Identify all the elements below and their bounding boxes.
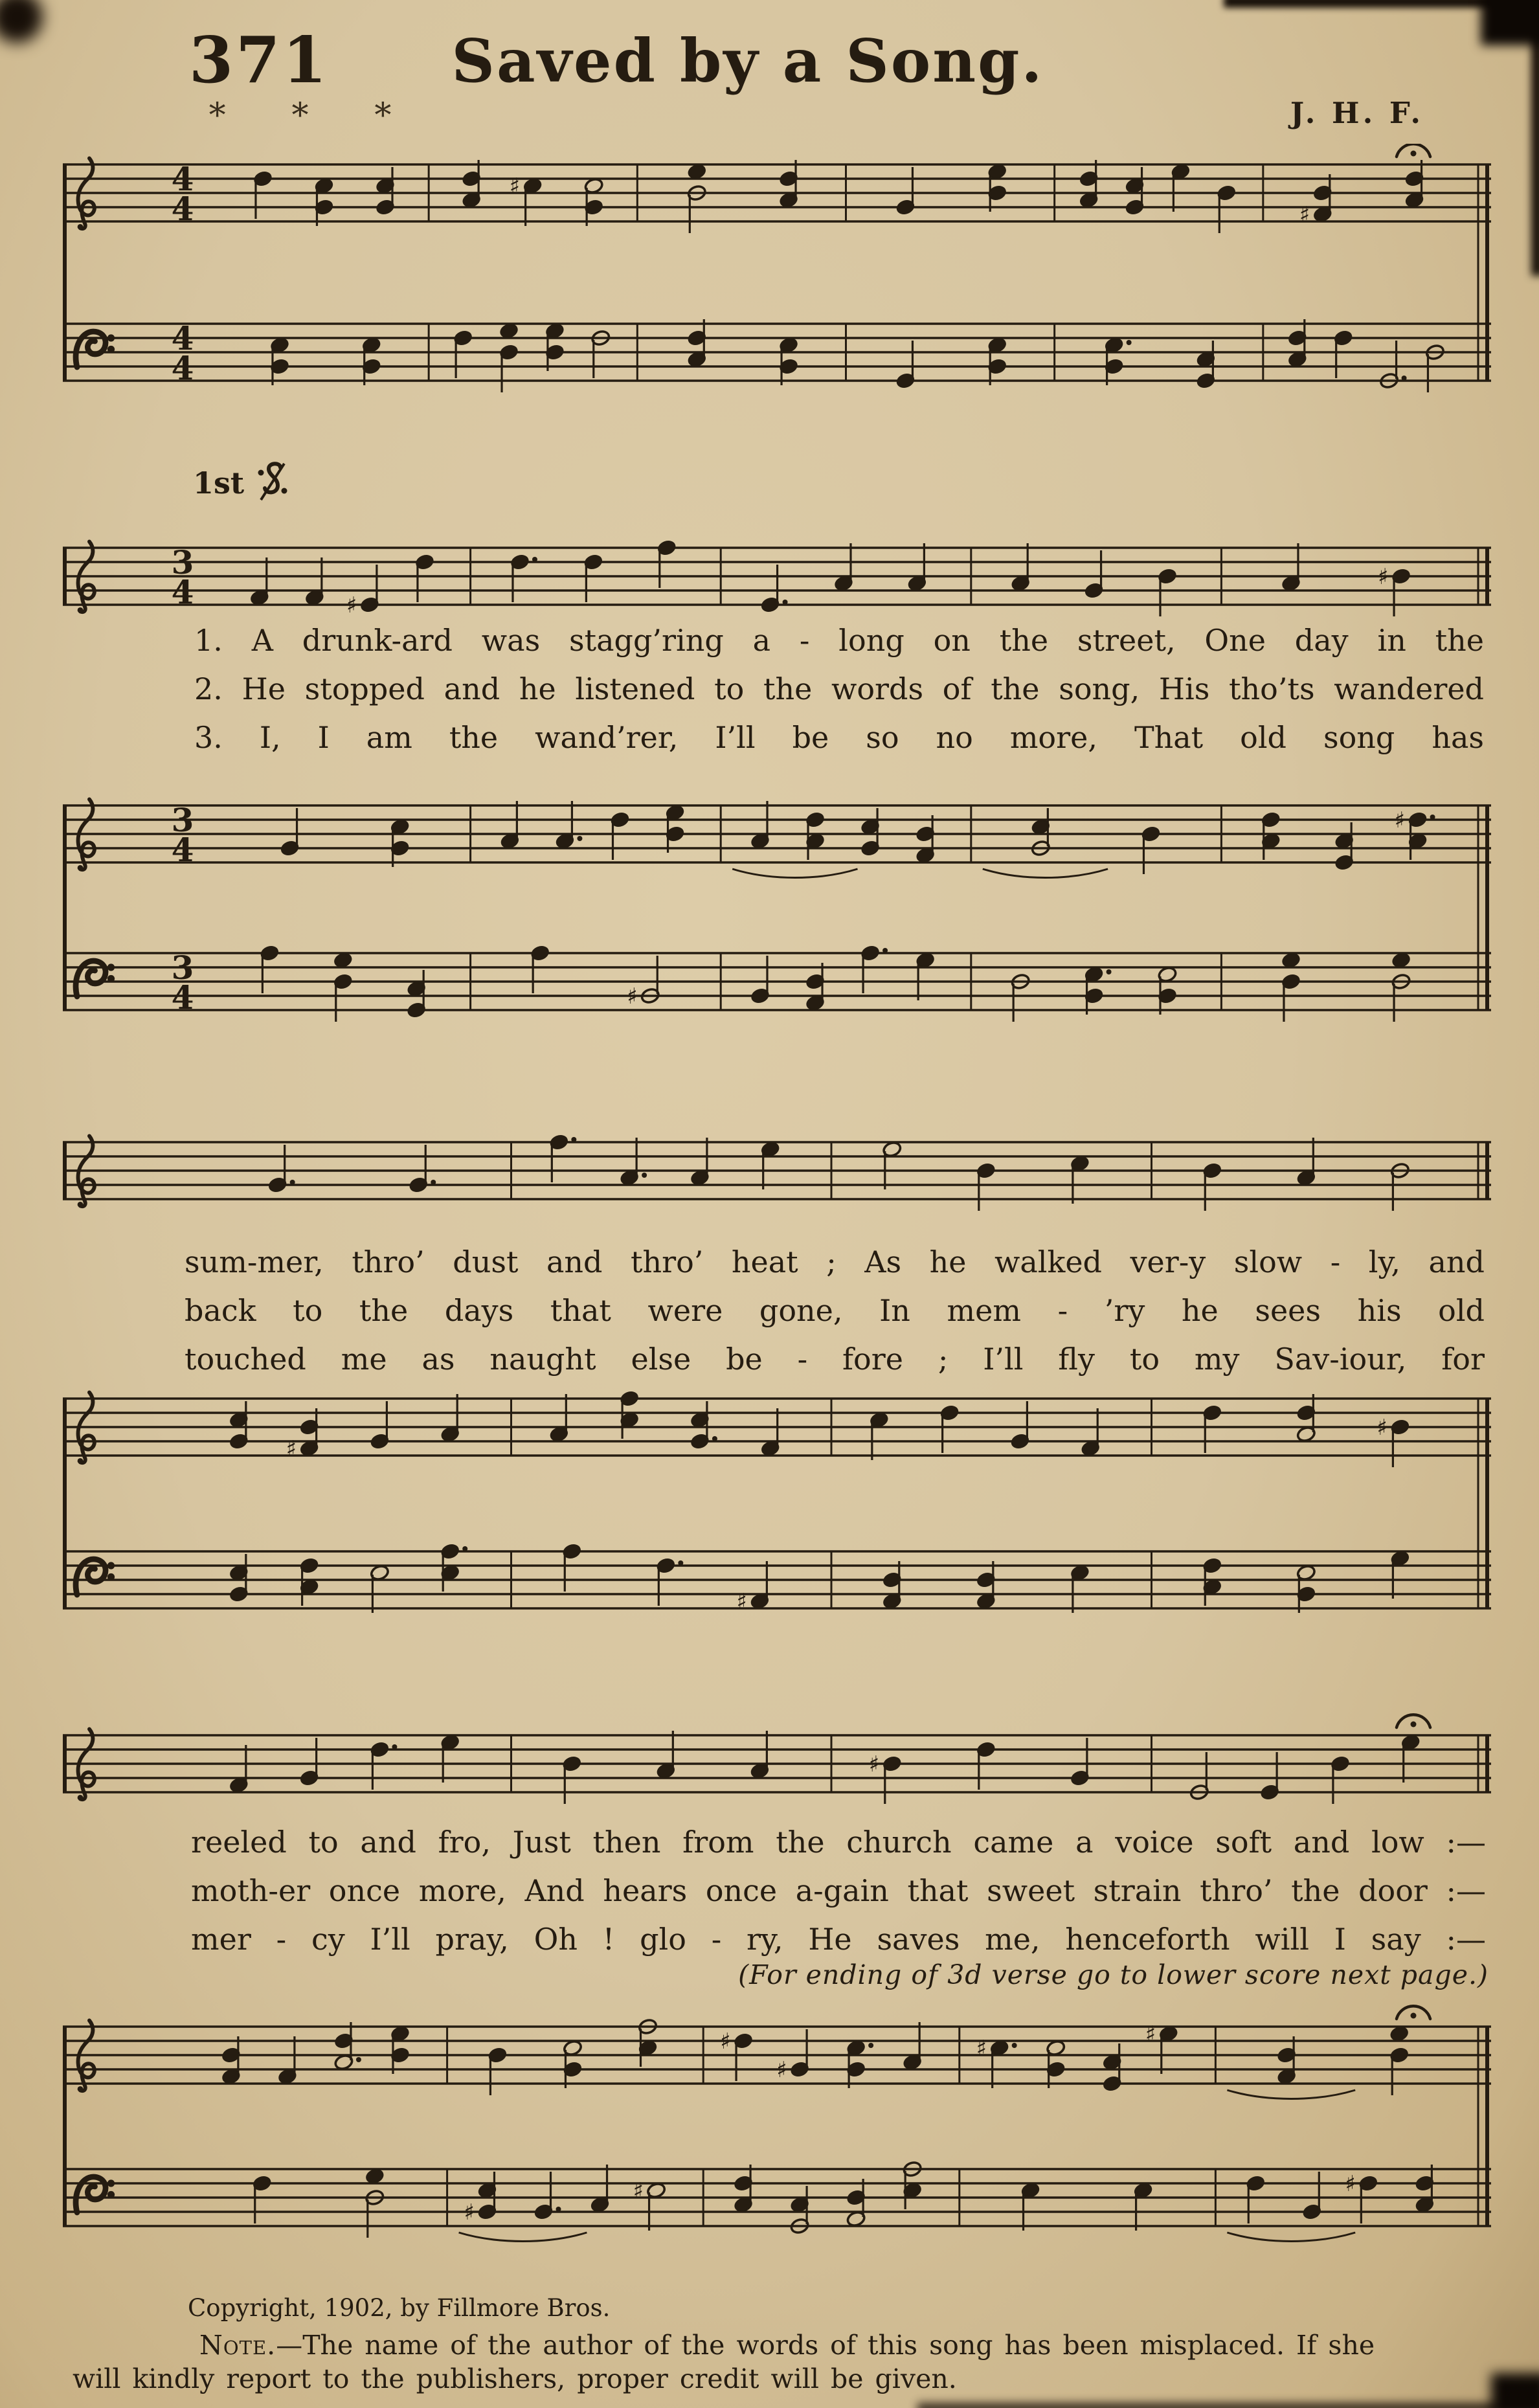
svg-text:♯: ♯ — [720, 2029, 731, 2054]
svg-text:♯: ♯ — [633, 2178, 644, 2204]
verse-line: 3. I, I am the wand’rer, I’ll be so no more, That old song has — [194, 720, 1484, 755]
svg-text:3: 3 — [171, 543, 194, 581]
svg-text:♯: ♯ — [1345, 2171, 1356, 2197]
verse-line: 2. He stopped and he listened to the words of the song, His tho’ts wandered — [194, 671, 1484, 706]
svg-text:♯: ♯ — [1299, 202, 1310, 228]
note-line-2: will kindly report to the publishers, proper credit will be given. — [73, 2363, 957, 2394]
ending-direction: (For ending of 3d verse go to lower score next page.) — [738, 1959, 1488, 1990]
scan-corner-top-right — [1481, 0, 1539, 45]
svg-text:♯: ♯ — [1145, 2021, 1156, 2047]
copyright-line: Copyright, 1902, by Fillmore Bros. — [188, 2294, 611, 2322]
note-line-1 — [199, 2330, 1375, 2361]
svg-text:♯: ♯ — [776, 2057, 787, 2083]
scan-corner-bottom-right — [1491, 2373, 1539, 2408]
music-system-1 — [62, 144, 1498, 449]
first-segno-marking — [193, 461, 289, 505]
music-system-4 — [62, 1102, 1498, 1234]
page-title: Saved by a Song. — [451, 26, 1044, 96]
verse-line: touched me as naught else be - fore ; I’ll fly to my Sav-iour, for — [185, 1342, 1485, 1377]
svg-text:♯: ♯ — [346, 592, 357, 618]
composer-initials: J. H. F. — [1290, 96, 1424, 130]
verse-line: 1. A drunk-ard was stagg’ring a - long on the street, One day in the — [194, 623, 1484, 658]
first-label: 1st — [193, 466, 245, 501]
svg-text:♯: ♯ — [1378, 564, 1389, 590]
svg-text:♯: ♯ — [976, 2036, 987, 2062]
svg-text:♯: ♯ — [286, 1436, 297, 1462]
music-system-5 — [62, 1365, 1498, 1654]
svg-text:4: 4 — [171, 573, 194, 611]
verse-block-3 — [191, 1818, 1486, 1964]
svg-text:♯: ♯ — [627, 984, 638, 1009]
verse-line: mer - cy I’ll pray, Oh ! glo - ry, He saves me, henceforth will I say :— — [191, 1922, 1486, 1957]
verse-block-2 — [185, 1238, 1485, 1384]
svg-text:♯: ♯ — [509, 174, 521, 199]
asterisks-ornament: ∗ ∗ ∗ — [206, 89, 420, 128]
music-system-7 — [62, 1993, 1498, 2302]
svg-text:♯: ♯ — [464, 2200, 475, 2225]
svg-text:4: 4 — [171, 190, 194, 228]
svg-text:4: 4 — [171, 160, 194, 198]
svg-text:3: 3 — [171, 801, 194, 839]
verse-line: back to the days that were gone, In mem - ’ry he sees his old — [185, 1293, 1485, 1328]
svg-text:4: 4 — [171, 349, 194, 387]
scan-corner-top-left — [0, 0, 43, 43]
music-system-6 — [62, 1695, 1498, 1827]
svg-text:♯: ♯ — [868, 1751, 880, 1777]
scan-edge-bottom — [917, 2403, 1500, 2408]
svg-text:4: 4 — [171, 978, 194, 1017]
verse-block-1 — [194, 616, 1484, 762]
svg-text:♯: ♯ — [1376, 1415, 1387, 1441]
verse-line: moth-er once more, And hears once a-gain that sweet strain thro’ the door :— — [191, 1873, 1486, 1908]
verse-line: sum-mer, thro’ dust and thro’ heat ; As he walked ver-y slow - ly, and — [185, 1244, 1485, 1279]
music-system-3 — [62, 772, 1498, 1054]
svg-text:3: 3 — [171, 949, 194, 987]
hymn-number: 371 — [189, 23, 330, 98]
segno-icon — [256, 461, 289, 505]
note-text: —The name of the author of the words of this song has been misplaced. If she — [276, 2330, 1375, 2361]
svg-text:♯: ♯ — [1394, 807, 1406, 833]
verse-line: reeled to and fro, Just then from the church came a voice soft and low :— — [191, 1825, 1486, 1860]
svg-text:♯: ♯ — [736, 1589, 747, 1615]
svg-text:4: 4 — [171, 831, 194, 869]
svg-text:4: 4 — [171, 319, 194, 357]
music-system-2 — [62, 510, 1498, 632]
note-label: Note. — [199, 2330, 276, 2361]
